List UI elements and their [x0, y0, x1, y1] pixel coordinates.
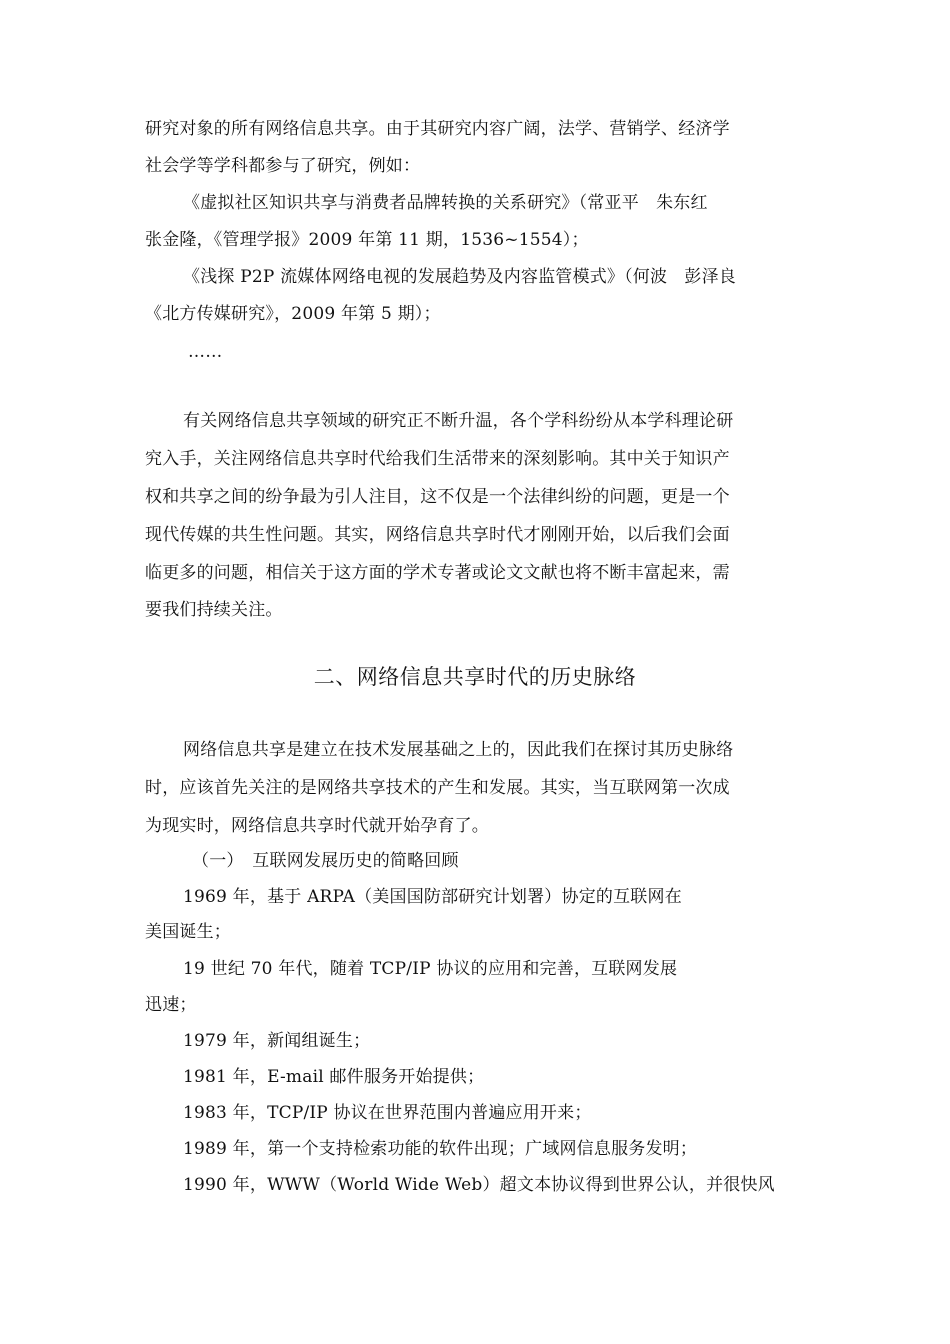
timeline-1969-line-2: 美国诞生；: [145, 922, 231, 942]
timeline-1979: 1979 年，新闻组诞生；: [183, 1031, 371, 1051]
reference-1-line-2: 张金隆，《管理学报》2009 年第 11 期，1536~1554）；: [145, 230, 589, 250]
intro-line-2: 社会学等学科都参与了研究，例如：: [145, 156, 421, 176]
subsection-heading: （一） 互联网发展历史的简略回顾: [192, 851, 459, 871]
summary-line-2: 究入手，关注网络信息共享时代给我们生活带来的深刻影响。其中关于知识产: [145, 449, 730, 469]
section-para-line-2: 时，应该首先关注的是网络共享技术的产生和发展。其实，当互联网第一次成: [145, 778, 730, 798]
timeline-1969-line-1: 1969 年，基于 ARPA（美国国防部研究计划署）协定的互联网在: [183, 887, 682, 907]
section-para-line-1: 网络信息共享是建立在技术发展基础之上的，因此我们在探讨其历史脉络: [183, 740, 734, 760]
summary-line-3: 权和共享之间的纷争最为引人注目，这不仅是一个法律纠纷的问题，更是一个: [145, 487, 730, 507]
section-para-line-3: 为现实时，网络信息共享时代就开始孕育了。: [145, 816, 489, 836]
timeline-1970s-line-1: 19 世纪 70 年代，随着 TCP/IP 协议的应用和完善，互联网发展: [183, 959, 678, 979]
summary-line-6: 要我们持续关注。: [145, 600, 283, 620]
reference-2-line-2: 《北方传媒研究》，2009 年第 5 期）；: [145, 304, 441, 324]
reference-2-line-1: 《浅探 P2P 流媒体网络电视的发展趋势及内容监管模式》（何波 彭泽良: [183, 267, 736, 287]
timeline-1970s-line-2: 迅速；: [145, 995, 197, 1015]
summary-line-1: 有关网络信息共享领域的研究正不断升温，各个学科纷纷从本学科理论研: [183, 411, 734, 431]
timeline-1990: 1990 年，WWW（World Wide Web）超文本协议得到世界公认，并很快风: [183, 1175, 775, 1195]
reference-1-line-1: 《虚拟社区知识共享与消费者品牌转换的关系研究》（常亚平 朱东红: [183, 193, 708, 213]
summary-line-4: 现代传媒的共生性问题。其实，网络信息共享时代才刚刚开始，以后我们会面: [145, 525, 730, 545]
timeline-1983: 1983 年，TCP/IP 协议在世界范围内普遍应用开来；: [183, 1103, 592, 1123]
summary-line-5: 临更多的问题，相信关于这方面的学术专著或论文文献也将不断丰富起来，需: [145, 563, 730, 583]
ellipsis: ……: [188, 342, 223, 362]
intro-line-1: 研究对象的所有网络信息共享。由于其研究内容广阔，法学、营销学、经济学: [145, 119, 730, 139]
timeline-1989: 1989 年，第一个支持检索功能的软件出现；广域网信息服务发明；: [183, 1139, 698, 1159]
timeline-1981: 1981 年，E-mail 邮件服务开始提供；: [183, 1067, 485, 1087]
section-heading: 二、网络信息共享时代的历史脉络: [313, 665, 637, 689]
